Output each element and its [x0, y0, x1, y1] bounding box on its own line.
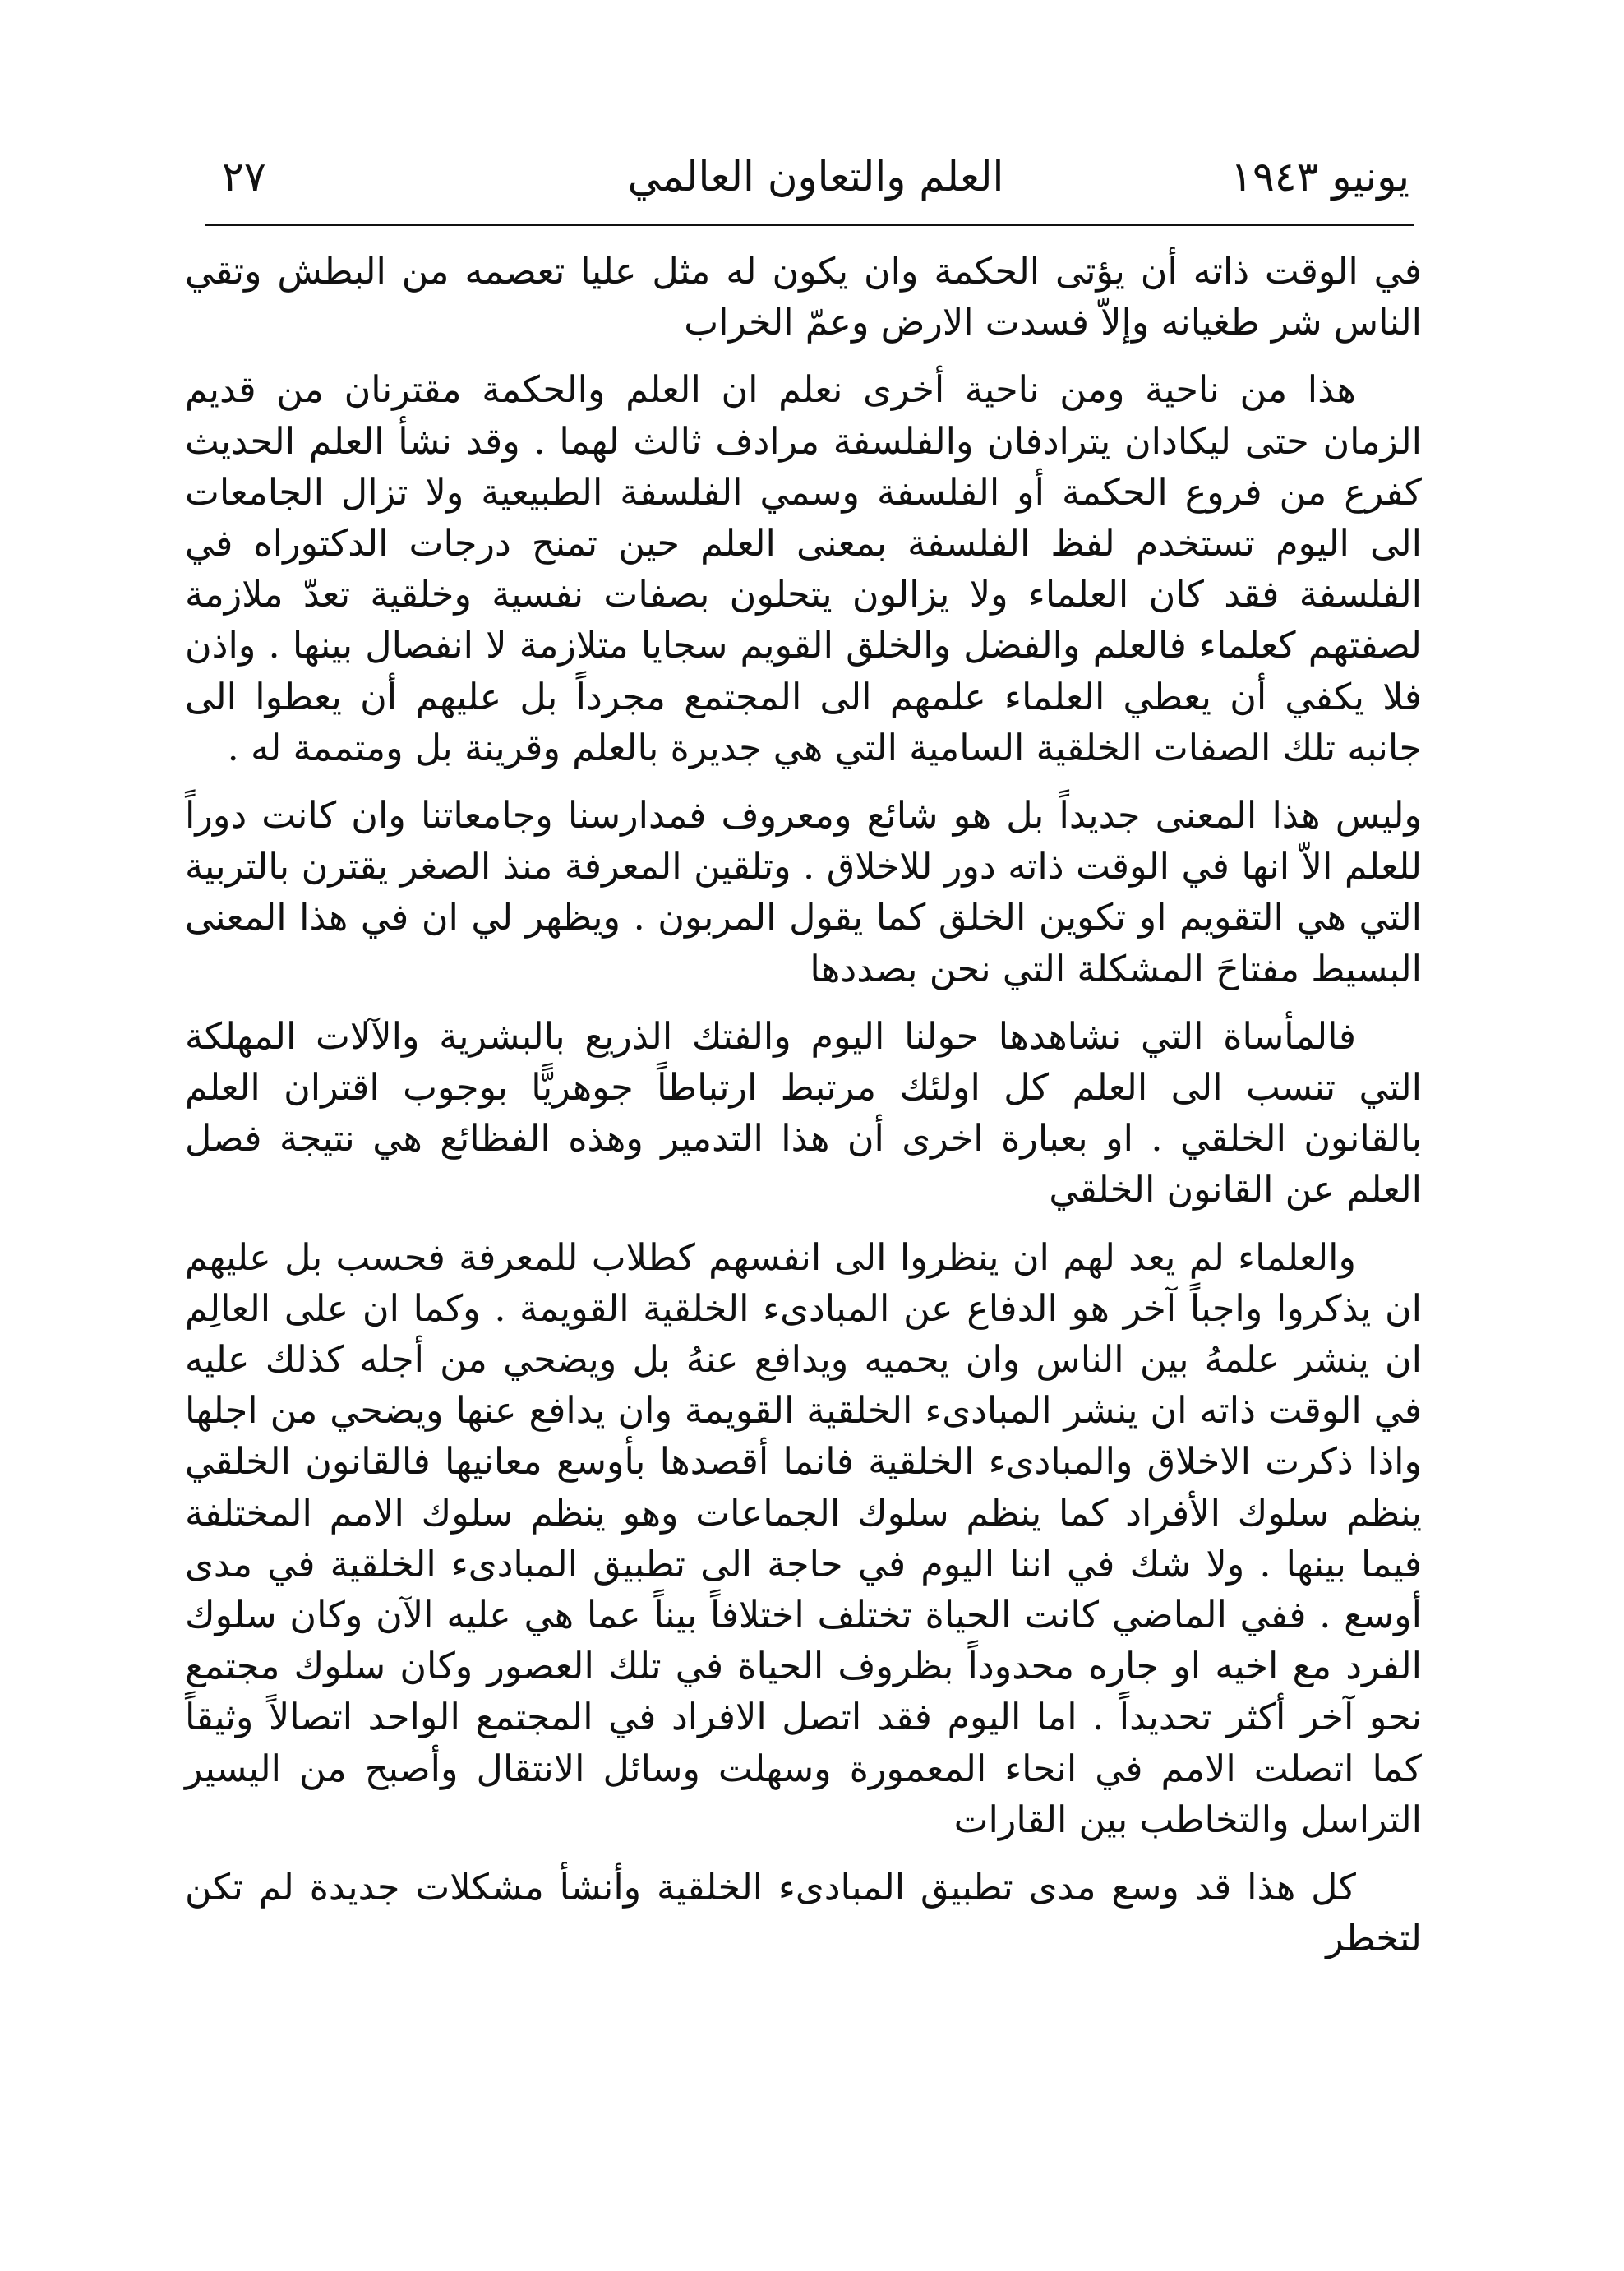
page-number: ٢٧	[222, 153, 266, 201]
header-divider	[205, 224, 1414, 226]
paragraph: فالمأساة التي نشاهدها حولنا اليوم والفتك الذريع بالبشرية والآلات المهلكة التي تنسب الى العلم كل اولئك مرتبط ارتباطاً جوهريًّا بوجوب اقتران العلم بالقانون الخلقي . او بعبارة اخرى أن هذا التدمير وهذه الفظائع هي نتيجة فصل العلم عن القانون الخلقي	[185, 1015, 1422, 1212]
paragraph: هذا من ناحية ومن ناحية أخرى نعلم ان العلم والحكمة مقترنان من قديم الزمان حتى ليكادان يترادفان والفلسفة مرادف ثالث لهما . وقد نشأ العلم الحديث كفرع من فروع الحكمة أو الفلسفة وسمي الفلسفة الطبيعية ولا تزال الجامعات الى اليوم تستخدم لفظ الفلسفة بمعنى العلم حين تمنح درجات الدكتوراه في الفلسفة فقد كان العلماء ولا يزالون يتحلون بصفات نفسية وخلقية تعدّ ملازمة لصفتهم كعلماء فالعلم والفضل والخلق القويم سجايا متلازمة لا انفصال بينها . واذن فلا يكفي أن يعطي العلماء علمهم الى المجتمع مجرداً بل عليهم أن يعطوا الى جانبه تلك الصفات الخلقية السامية التي هي جديرة بالعلم وقرينة بل ومتممة له .	[185, 369, 1422, 769]
running-header	[222, 144, 1409, 210]
header-date: يونيو ١٩٤٣	[1230, 153, 1409, 201]
article-body	[185, 247, 1422, 1965]
paragraph: في الوقت ذاته أن يؤتى الحكمة وان يكون له مثل عليا تعصمه من البطش وتقي الناس شر طغيانه وإلاّ فسدت الارض وعمّ الخراب	[185, 251, 1422, 344]
header-title: العلم والتعاون العالمي	[627, 153, 1004, 201]
paragraph: والعلماء لم يعد لهم ان ينظروا الى انفسهم كطلاب للمعرفة فحسب بل عليهم ان يذكروا واجباً آخر هو الدفاع عن المبادىء الخلقية القويمة . وكما ان على العالِم ان ينشر علمهُ بين الناس وان يحميه ويدافع عنهُ بل ويضحي من أجله كذلك عليه في الوقت ذاته ان ينشر المبادىء الخلقية القويمة وان يدافع عنها ويضحي من اجلها واذا ذكرت الاخلاق والمبادىء الخلقية فانما أقصدها بأوسع معانيها فالقانون الخلقي ينظم سلوك الأفراد كما ينظم سلوك الجماعات وهو ينظم سلوك الامم المختلفة فيما بينها . ولا شك في اننا اليوم في حاجة الى تطبيق المبادىء الخلقية في مدى أوسع . ففي الماضي كانت الحياة تختلف اختلافاً بيناً عما هي عليه الآن وكان سلوك الفرد مع اخيه او جاره محدوداً بظروف الحياة في تلك العصور وكان سلوك مجتمع نحو آخر أكثر تحديداً . اما اليوم فقد اتصل الافراد في المجتمع الواحد اتصالاً وثيقاً كما اتصلت الامم في انحاء المعمورة وسهلت وسائل الانتقال وأصبح من اليسير التراسل والتخاطب بين القارات	[185, 1236, 1422, 1841]
paragraph: وليس هذا المعنى جديداً بل هو شائع ومعروف فمدارسنا وجامعاتنا وان كانت دوراً للعلم الاّ انها في الوقت ذاته دور للاخلاق . وتلقين المعرفة منذ الصغر يقترن بالتربية التي هي التقويم او تكوين الخلق كما يقول المربون . ويظهر لي ان في هذا المعنى البسيط مفتاحَ المشكلة التي نحن بصددها	[185, 795, 1422, 990]
paragraph: كل هذا قد وسع مدى تطبيق المبادىء الخلقية وأنشأ مشكلات جديدة لم تكن لتخطر	[185, 1867, 1422, 1960]
